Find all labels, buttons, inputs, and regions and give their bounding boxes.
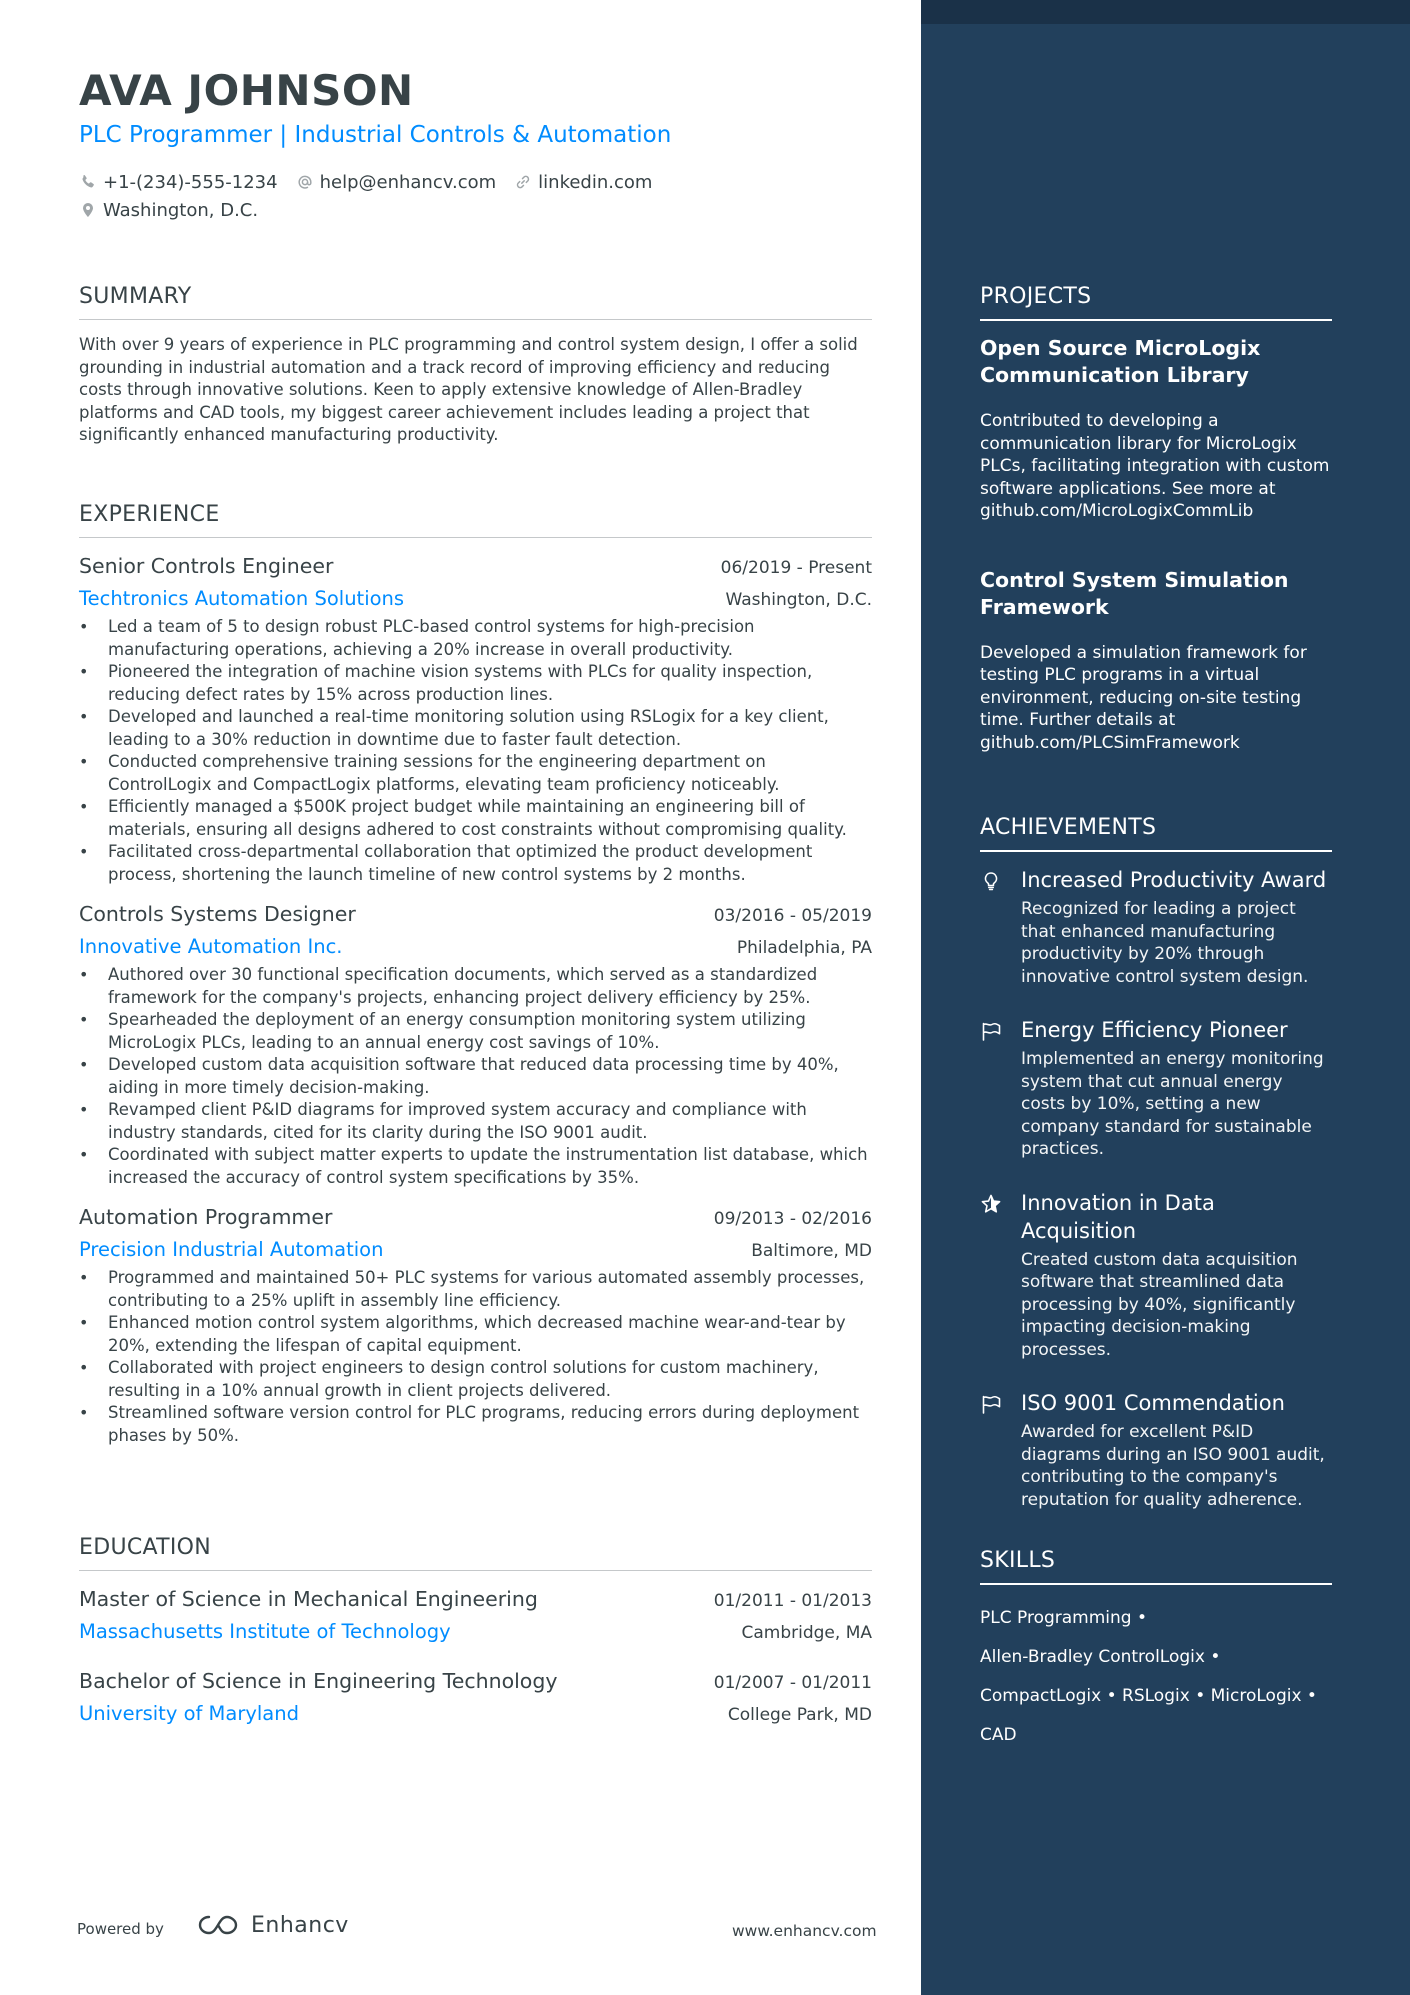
education-entry [79, 1669, 872, 1725]
education-section [79, 1535, 872, 1725]
project-entry [980, 335, 1332, 523]
achievement-title: Increased Productivity Award [1021, 868, 1327, 892]
skills-section [980, 1548, 1332, 1755]
job-bullets [79, 616, 872, 886]
candidate-headline: PLC Programmer | Industrial Controls & Automation [79, 122, 672, 148]
job-location: Baltimore, MD [751, 1241, 872, 1261]
enhancv-logo-icon [195, 1912, 241, 1938]
job-company[interactable]: Precision Industrial Automation [79, 1238, 384, 1261]
bullet-item: • Facilitated cross-departmental collaboration that optimized the product development process, shortening the launch timeline of new control systems by 2 months. [79, 841, 872, 886]
candidate-name: AVA JOHNSON [79, 66, 414, 115]
bullet-item: • Streamlined software version control for PLC programs, reducing errors during deployment phases by 50%. [79, 1402, 872, 1447]
linkedin-text: linkedin.com [538, 171, 653, 193]
bullet-item: • Led a team of 5 to design robust PLC-based control systems for high-precision manufacturing operations, achieving a 20% increase in overall productivity. [79, 616, 872, 661]
projects-title: PROJECTS [980, 284, 1332, 321]
enhancv-logo[interactable] [195, 1912, 349, 1938]
job-entry [79, 554, 872, 886]
contact-info [79, 168, 872, 224]
job-entry [79, 1205, 872, 1447]
skills-list [980, 1599, 1332, 1755]
bullet-item: • Programmed and maintained 50+ PLC systems for various automated assembly processes, contributing to a 25% uplift in assembly line efficiency. [79, 1267, 872, 1312]
footer-url[interactable]: www.enhancv.com [732, 1922, 877, 1940]
achievements-section [980, 815, 1332, 1511]
bullet-item: • Coordinated with subject matter experts to update the instrumentation list database, which increased the accuracy of control system specifications by 35%. [79, 1144, 872, 1189]
skill-line: CAD [980, 1725, 1017, 1745]
summary-title: SUMMARY [79, 284, 872, 320]
bullet-item: • Revamped client P&ID diagrams for improved system accuracy and compliance with industry standards, cited for its clarity during the ISO 9001 audit. [79, 1099, 872, 1144]
skill-line: CompactLogix • RSLogix • MicroLogix • [980, 1686, 1317, 1706]
degree-name: Master of Science in Mechanical Engineering [79, 1587, 538, 1611]
sidebar-top-band [921, 0, 1410, 24]
job-date: 03/2016 - 05/2019 [713, 906, 872, 926]
skill-line: PLC Programming • [980, 1608, 1148, 1628]
project-description: Developed a simulation framework for testing PLC programs in a virtual environment, reducing on-site testing time. Further details at github.com/PLCSimFramework [980, 642, 1307, 753]
education-date: 01/2011 - 01/2013 [713, 1591, 872, 1611]
job-title: Automation Programmer [79, 1205, 333, 1229]
achievement-entry [980, 1016, 1332, 1161]
projects-section [980, 284, 1332, 754]
phone-contact[interactable] [79, 172, 278, 193]
job-date: 06/2019 - Present [720, 558, 872, 578]
summary-text: With over 9 years of experience in PLC programming and control system design, I offer a solid grounding in industrial automation and a track record of improving efficiency and reducing costs through innovative solutions. Keen to apply extensive knowledge of Allen-Bradley platforms and CAD tools, my biggest career achievement includes leading a project that significantly enhanced manufacturing productivity. [79, 335, 858, 444]
at-icon [296, 173, 314, 191]
experience-section [79, 502, 872, 1447]
job-title: Senior Controls Engineer [79, 554, 334, 578]
phone-icon [79, 173, 97, 191]
job-bullets [79, 964, 872, 1189]
summary-section [79, 284, 872, 447]
bullet-item: • Authored over 30 functional specification documents, which served as a standardized framework for the company's projects, enhancing project delivery efficiency by 25%. [79, 964, 872, 1009]
location-contact [79, 200, 258, 221]
bullet-item: • Spearheaded the deployment of an energy consumption monitoring system utilizing MicroLogix PLCs, leading to an annual energy cost savings of 10%. [79, 1009, 872, 1054]
school-location: College Park, MD [727, 1705, 872, 1725]
phone-text: +1-(234)-555-1234 [103, 171, 278, 193]
email-contact[interactable] [296, 172, 497, 193]
job-location: Philadelphia, PA [736, 938, 872, 958]
school-name[interactable]: University of Maryland [79, 1702, 299, 1725]
flag-icon [980, 1393, 1002, 1415]
job-company[interactable]: Techtronics Automation Solutions [79, 587, 405, 610]
enhancv-brand: Enhancv [251, 1912, 349, 1938]
project-description: Contributed to developing a communication library for MicroLogix PLCs, facilitating integration with custom software applications. See more at github.com/MicroLogixCommLib [980, 411, 1330, 521]
location-text: Washington, D.C. [103, 199, 259, 221]
achievement-entry [980, 1389, 1332, 1511]
job-date: 09/2013 - 02/2016 [713, 1209, 872, 1229]
achievement-description: Recognized for leading a project that enhanced manufacturing productivity by 20% through innovative control system design. [1021, 899, 1309, 987]
achievement-entry [980, 866, 1332, 988]
skill-line: Allen-Bradley ControlLogix • [980, 1647, 1221, 1667]
project-title: Open Source MicroLogix Communication Library [980, 336, 1261, 387]
email-text: help@enhancv.com [319, 171, 497, 193]
job-company[interactable]: Innovative Automation Inc. [79, 935, 343, 958]
link-icon [514, 173, 532, 191]
bullet-item: • Developed custom data acquisition software that reduced data processing time by 40%, aiding in more timely decision-making. [79, 1054, 872, 1099]
achievement-description: Awarded for excellent P&ID diagrams during an ISO 9001 audit, contributing to the company's reputation for quality adherence. [1021, 1422, 1325, 1510]
achievement-title: Energy Efficiency Pioneer [1021, 1018, 1288, 1042]
education-title: EDUCATION [79, 1535, 872, 1571]
achievement-description: Implemented an energy monitoring system that cut annual energy costs by 10%, setting a new company standard for sustainable practices. [1021, 1049, 1324, 1159]
project-title: Control System Simulation Framework [980, 567, 1289, 619]
bullet-item: • Developed and launched a real-time monitoring solution using RSLogix for a key client, leading to a 30% reduction in downtime due to faster fault detection. [79, 706, 872, 751]
job-location: Washington, D.C. [725, 590, 872, 610]
bullet-item: • Enhanced motion control system algorithms, which decreased machine wear-and-tear by 20%, extending the lifespan of capital equipment. [79, 1312, 872, 1357]
bullet-item: • Collaborated with project engineers to design control solutions for custom machinery, resulting in a 10% annual growth in client projects delivered. [79, 1357, 872, 1402]
skills-title: SKILLS [980, 1548, 1332, 1585]
achievement-entry [980, 1189, 1332, 1362]
bullet-item: • Efficiently managed a $500K project budget while maintaining an engineering bill of materials, ensuring all designs adhered to cost constraints without compromising quality. [79, 796, 872, 841]
linkedin-contact[interactable] [514, 172, 652, 193]
bullet-item: • Conducted comprehensive training sessions for the engineering department on ControlLogix and CompactLogix platforms, elevating team proficiency noticeably. [79, 751, 872, 796]
achievement-description: Created custom data acquisition software that streamlined data processing by 40%, significantly impacting decision-making processes. [1021, 1249, 1298, 1360]
achievement-title: ISO 9001 Commendation [1021, 1391, 1285, 1415]
education-entry [79, 1587, 872, 1643]
achievement-title: Innovation in Data Acquisition [1021, 1190, 1215, 1243]
star-icon [980, 1193, 1002, 1215]
sidebar [921, 0, 1410, 1995]
project-entry [980, 567, 1332, 755]
education-date: 01/2007 - 01/2011 [713, 1673, 872, 1693]
bullet-item: • Pioneered the integration of machine vision systems with PLCs for quality inspection, reducing defect rates by 15% across production lines. [79, 661, 872, 706]
school-name[interactable]: Massachusetts Institute of Technology [79, 1620, 451, 1643]
map-pin-icon [79, 201, 97, 219]
experience-title: EXPERIENCE [79, 502, 872, 538]
school-location: Cambridge, MA [741, 1623, 872, 1643]
flag-icon [980, 1020, 1002, 1042]
job-entry [79, 902, 872, 1189]
lightbulb-icon [980, 870, 1002, 892]
job-bullets [79, 1267, 872, 1447]
degree-name: Bachelor of Science in Engineering Technology [79, 1669, 558, 1693]
powered-by-label: Powered by [77, 1920, 164, 1938]
achievements-title: ACHIEVEMENTS [980, 815, 1332, 852]
job-title: Controls Systems Designer [79, 902, 356, 926]
